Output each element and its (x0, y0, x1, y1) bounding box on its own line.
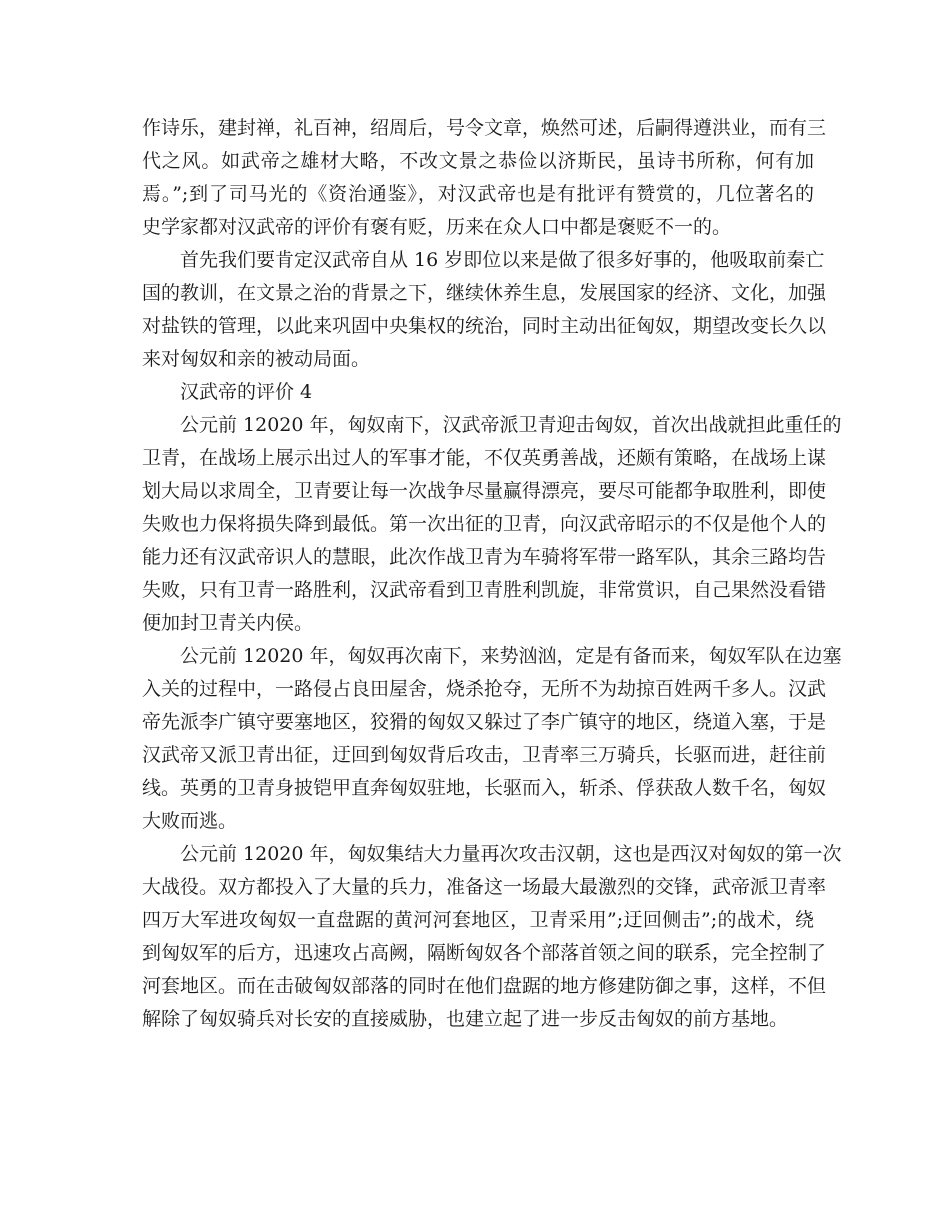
paragraph-4 (142, 640, 842, 838)
text-line: 便加封卫青关内侯。 (142, 612, 314, 634)
paragraph-3 (142, 409, 842, 640)
text-line: 失败，只有卫青一路胜利，汉武帝看到卫青胜利凯旋，非常赏识，自己果然没看错 (142, 579, 827, 601)
text-line: 公元前 12020 年，匈奴集结大力量再次攻击汉朝，这也是西汉对匈奴的第一次 (180, 843, 842, 865)
document-page (142, 112, 842, 1036)
text-line: 来对匈奴和亲的被动局面。 (142, 348, 371, 370)
text-line: 四万大军进攻匈奴一直盘踞的黄河河套地区，卫青采用”;迂回侧击”;的战术，绕 (142, 909, 814, 931)
text-line: 焉。”;到了司马光的《资治通鉴》，对汉武帝也是有批评有赞赏的，几位著名的 (142, 183, 814, 205)
text-line: 到匈奴军的后方，迅速攻占高阙，隔断匈奴各个部落首领之间的联系，完全控制了 (142, 942, 827, 964)
text-line: 国的教训，在文景之治的背景之下，继续休养生息，发展国家的经济、文化，加强 (142, 282, 827, 304)
text-line: 大败而逃。 (142, 810, 238, 832)
text-line: 首先我们要肯定汉武帝自从 16 岁即位以来是做了很多好事的，他吸取前秦亡 (180, 249, 825, 271)
text-line: 能力还有汉武帝识人的慧眼，此次作战卫青为车骑将军带一路军队，其余三路均告 (142, 546, 827, 568)
text-line: 对盐铁的管理，以此来巩固中央集权的统治，同时主动出征匈奴，期望改变长久以 (142, 315, 827, 337)
text-line: 帝先派李广镇守要塞地区，狡猾的匈奴又躲过了李广镇守的地区，绕道入塞，于是 (142, 711, 827, 733)
paragraph-5 (142, 838, 842, 1036)
paragraph-1 (142, 112, 827, 244)
text-line: 划大局以求周全，卫青要让每一次战争尽量赢得漂亮，要尽可能都争取胜利，即使 (142, 480, 827, 502)
paragraph-2 (142, 244, 827, 376)
text-line: 作诗乐，建封禅，礼百神，绍周后，号令文章，焕然可述，后嗣得遵洪业，而有三 (142, 117, 827, 139)
text-line: 河套地区。而在击破匈奴部落的同时在他们盘踞的地方修建防御之事，这样，不但 (142, 975, 827, 997)
text-line: 代之风。如武帝之雄材大略，不改文景之恭俭以济斯民，虽诗书所称，何有加 (142, 150, 814, 172)
text-line: 线。英勇的卫青身披铠甲直奔匈奴驻地，长驱而入，斩杀、俘获敌人数千名，匈奴 (142, 777, 827, 799)
text-line: 解除了匈奴骑兵对长安的直接威胁，也建立起了进一步反击匈奴的前方基地。 (142, 1008, 789, 1030)
text-line: 大战役。双方都投入了大量的兵力，准备这一场最大最激烈的交锋，武帝派卫青率 (142, 876, 827, 898)
text-line: 入关的过程中，一路侵占良田屋舍，烧杀抢夺，无所不为劫掠百姓两千多人。汉武 (142, 678, 827, 700)
text-line: 公元前 12020 年，匈奴南下，汉武帝派卫青迎击匈奴，首次出战就担此重任的 (180, 414, 842, 436)
text-line: 失败也力保将损失降到最低。第一次出征的卫青，向汉武帝昭示的不仅是他个人的 (142, 513, 827, 535)
text-line: 汉武帝又派卫青出征，迂回到匈奴背后攻击，卫青率三万骑兵，长驱而进，赶往前 (142, 744, 827, 766)
section-heading: 汉武帝的评价 4 (180, 381, 313, 403)
text-line: 公元前 12020 年，匈奴再次南下，来势汹汹，定是有备而来，匈奴军队在边塞 (180, 645, 842, 667)
text-line: 史学家都对汉武帝的评价有褒有贬，历来在众人口中都是褒贬不一的。 (142, 216, 732, 238)
text-line: 卫青，在战场上展示出过人的军事才能，不仅英勇善战，还颇有策略，在战场上谋 (142, 447, 827, 469)
